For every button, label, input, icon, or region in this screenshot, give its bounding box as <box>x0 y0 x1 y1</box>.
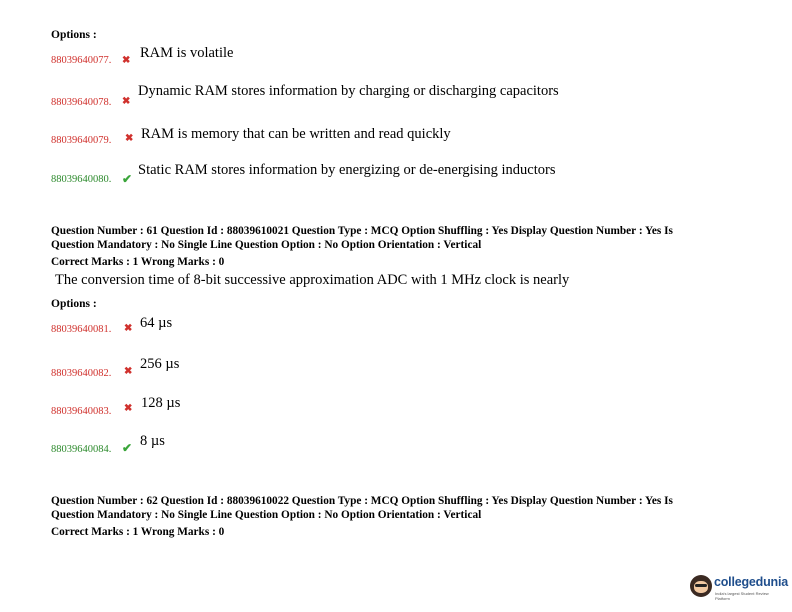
logo-name: collegedunia <box>714 575 789 589</box>
question-marks: Correct Marks : 1 Wrong Marks : 0 <box>51 256 225 268</box>
option-text: 8 µs <box>140 433 165 449</box>
option-text: RAM is memory that can be written and read quickly <box>141 126 451 142</box>
question-meta-line: Question Mandatory : No Single Line Question Option : No Option Orientation : Vertical <box>51 509 482 521</box>
option-id: 88039640080. <box>51 174 112 185</box>
wrong-mark-icon: ✖ <box>124 366 133 377</box>
collegedunia-logo <box>690 573 789 603</box>
option-text: Dynamic RAM stores information by charging or discharging capacitors <box>138 83 559 99</box>
option-id: 88039640078. <box>51 97 112 108</box>
wrong-mark-icon: ✖ <box>125 133 134 144</box>
option-text: 256 µs <box>140 356 180 372</box>
option-text: Static RAM stores information by energizing or de-energising inductors <box>138 162 556 178</box>
question-meta-line: Question Number : 62 Question Id : 88039610022 Question Type : MCQ Option Shuffling : Yes Display Question Number : Yes Is <box>51 495 673 507</box>
question-meta-line: Question Number : 61 Question Id : 88039610021 Question Type : MCQ Option Shuffling : Yes Display Question Number : Yes Is <box>51 225 673 237</box>
logo-tagline: India's largest Student Review Platform <box>715 591 769 601</box>
question-text: The conversion time of 8-bit successive approximation ADC with 1 MHz clock is nearly <box>55 272 570 288</box>
option-id: 88039640077. <box>51 55 112 66</box>
options-label: Options : <box>51 298 97 310</box>
question-marks: Correct Marks : 1 Wrong Marks : 0 <box>51 526 225 538</box>
options-label: Options : <box>51 29 97 41</box>
option-text: 64 µs <box>140 315 173 331</box>
wrong-mark-icon: ✖ <box>124 403 133 414</box>
wrong-mark-icon: ✖ <box>124 323 133 334</box>
option-text: RAM is volatile <box>140 45 234 61</box>
option-id: 88039640084. <box>51 444 112 455</box>
correct-check-icon: ✔ <box>122 172 133 186</box>
wrong-mark-icon: ✖ <box>122 96 131 107</box>
wrong-mark-icon: ✖ <box>122 55 131 66</box>
question-meta-line: Question Mandatory : No Single Line Question Option : No Option Orientation : Vertical <box>51 239 482 251</box>
option-id: 88039640083. <box>51 406 112 417</box>
option-id: 88039640082. <box>51 368 112 379</box>
correct-check-icon: ✔ <box>122 441 133 455</box>
option-id: 88039640081. <box>51 324 112 335</box>
option-text: 128 µs <box>141 395 181 411</box>
option-id: 88039640079. <box>51 135 112 146</box>
